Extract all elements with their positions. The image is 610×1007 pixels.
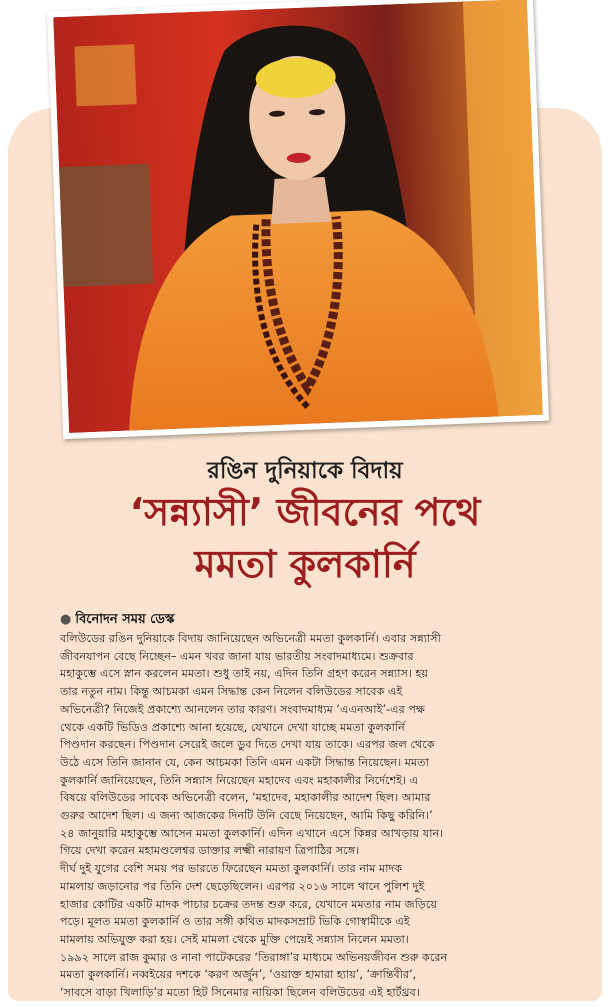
body-line: পড়ে। মূলত মমতা কুলকার্নি ও তার সঙ্গী কথিত মাদকসম্রাট ভিকি গোস্বামীকে এই: [60, 915, 410, 929]
body-line: বিষয়ে বলিউডের সাবেক অভিনেত্রী বলেন, ‘মহাদেব, মহাকালীর আদেশ ছিল। আমার: [60, 791, 431, 805]
body-line: ১৯৯২ সালে রাজ কুমার ও নানা পাটেকরের ‘তিরাঙ্গা’র মাধ্যমে অভিনয়জীবন শুরু করেন: [60, 950, 448, 964]
body-line: দীর্ঘ দুই যুগের বেশি সময় পর ভারতে ফিরেছেন মমতা কুলকার্নি। তার নাম মাদক: [60, 862, 403, 876]
body-line: তার নতুন নাম। কিন্তু আচমকা এমন সিদ্ধান্ত কেন নিলেন বলিউডের সাবেক এই: [60, 685, 403, 699]
article-body: [60, 630, 560, 1002]
body-line: থেকে একটি ভিডিও প্রকাশ্যে আনা হয়েছে, যেখানে দেখা যাচ্ছে মমতা কুলকার্নি: [60, 720, 405, 734]
body-line: উঠে এসে তিনি জানান যে, কেন আচমকা তিনি এমন একটা সিদ্ধান্ত নিয়েছেন। মমতা: [60, 755, 429, 769]
article-kicker: রঙিন দুনিয়াকে বিদায়: [207, 458, 403, 484]
body-line: মামলায় জড়ানোর পর তিনি দেশ ছেড়েছিলেন। এরপর ২০১৬ সালে থানে পুলিশ দুই: [60, 879, 425, 893]
photo-illustration: [53, 0, 543, 433]
body-line: কুলকার্নি জানিয়েছেন, তিনি সন্ন্যাস নিয়েছেন মহাদেব এবং মহাকালীর নির্দেশেই। এ: [60, 773, 419, 787]
body-line: গিয়ে দেখা করেন মহামণ্ডলেশ্বর ডাক্তার লক্ষ্মী নারায়ণ ত্রিপাঠির সঙ্গে।: [60, 844, 360, 858]
article-byline: [60, 610, 174, 631]
body-line: মমতা কুলকার্নি। নব্বইয়ের দশকে ‘করণ অর্জুন’, ‘ওয়াক্ত হামারা হ্যায়’, ‘ক্রান্তিবীর’,: [60, 968, 417, 982]
body-line: ২৪ জানুয়ারি মহাকুম্ভে আসেন মমতা কুলকার্নি। এদিন এখানে এসে কিন্নর আখড়ায় যান।: [60, 826, 444, 840]
body-line: বলিউডের রঙিন দুনিয়াকে বিদায় জানিয়েছেন অভিনেত্রী মমতা কুলকার্নি। এবার সন্ন্যাসী: [60, 632, 441, 645]
byline-text: বিনোদন সময় ডেস্ক: [75, 612, 175, 627]
body-line: মহাকুম্ভে এসে স্নান করলেন মমতা। শুধু তাই নয়, এদিন তিনি গ্রহণ করেন সন্ন্যাস। হয়: [60, 667, 428, 681]
body-line: গুরুর আদেশ ছিল। এ জন্য আজকের দিনটি উনি বেছে নিয়েছেন, আমি কিছু করিনি।’: [60, 809, 433, 823]
body-line: মামলায় অভিযুক্ত করা হয়। সেই মামলা থেকে মুক্তি পেয়েই সন্ন্যাস নিলেন মমতা।: [60, 932, 409, 946]
article-photo: [47, 0, 549, 439]
body-line: ‘সাবসে বাড়া খিলাড়ি’র মতো হিট সিনেমার নায়িকা ছিলেন বলিউডের এই হার্টথ্রব।: [60, 986, 420, 1000]
body-line: পিণ্ডদান করছেন। পিণ্ডদান সেরেই জলে ডুব দিতে দেখা যায় তাকে। এরপর জল থেকে: [60, 738, 435, 752]
headline-line-1: ‘সন্ন্যাসী’ জীবনের পথে: [129, 490, 481, 534]
headline-line-2: মমতা কুলকার্নি: [194, 542, 416, 586]
byline-bullet-icon: ●: [60, 612, 72, 627]
body-line: হাজার কোটির একটি মাদক পাচার চক্রের তদন্ত শুরু করে, যেখানে মমতার নাম জড়িয়ে: [60, 897, 437, 911]
body-line: জীবনযাপন বেছে নিচ্ছেন– এমন খবর জানা যায় ভারতীয় সংবাদমাধ্যমে। শুক্রবার: [60, 649, 414, 663]
article-headline: [0, 486, 610, 590]
body-line: অভিনেত্রী? নিজেই প্রকাশ্যে আনলেন তার কারণ। সংবাদমাধ্যম ‘এএনআই’-এর পক্ষ: [60, 702, 425, 716]
